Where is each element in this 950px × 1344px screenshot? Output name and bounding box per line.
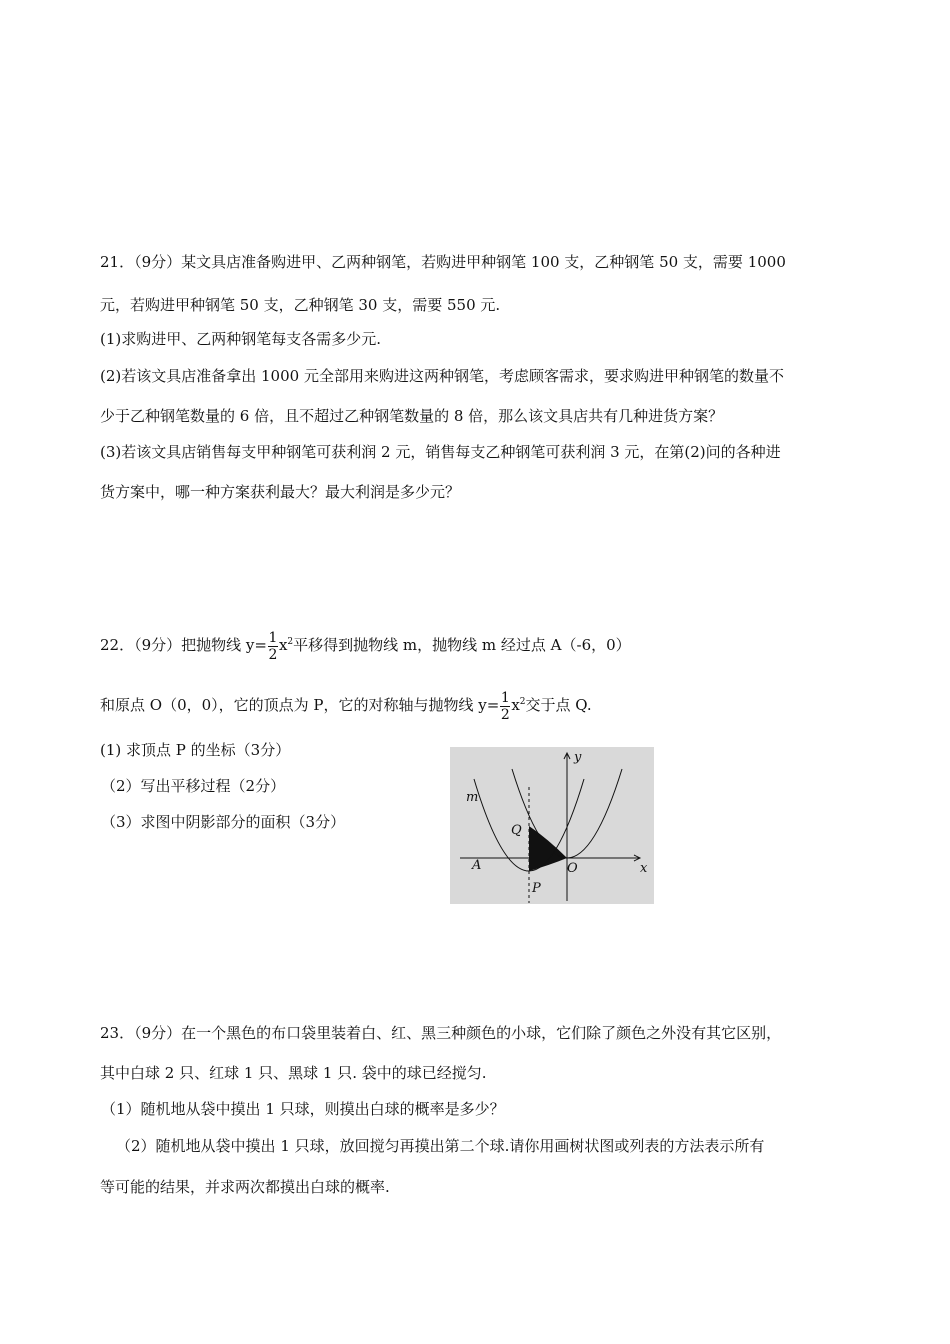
exponent: 2 (519, 697, 526, 707)
q22-line-1-var: x (278, 636, 288, 654)
q22-line-2 (100, 682, 592, 722)
label-y: y (574, 750, 582, 765)
label-m: m (466, 790, 479, 805)
label-a: A (472, 858, 482, 873)
label-q: Q (511, 823, 522, 838)
q23-part-1: （1）随机地从袋中摸出 1 只球，则摸出白球的概率是多少？ (101, 1100, 505, 1118)
q23-line-1: 23．（9分）在一个黑色的布口袋里装着白、红、黑三种颜色的小球，它们除了颜色之外没有其它区别， (100, 1024, 782, 1042)
q22-part-1: (1) 求顶点 P 的坐标（3分） (100, 741, 291, 759)
q21-part-1: (1)求购进甲、乙两种钢笔每支各需多少元. (100, 330, 382, 348)
parabola-graph (450, 747, 654, 904)
q23-part-2-line-2: 等可能的结果，并求两次都摸出白球的概率. (100, 1178, 390, 1196)
q22-line-2-text-a: 和原点 O（0，0），它的顶点为 P，它的对称轴与抛物线 y= (100, 696, 500, 714)
q23-part-2-line-1: （2）随机地从袋中摸出 1 只球，放回搅匀再摸出第二个球.请你用画树状图或列表的方法表示所有 (116, 1137, 765, 1155)
fraction-numerator: 1 (268, 629, 278, 646)
q22-line-2-text-c: 交于点 Q. (525, 696, 592, 714)
q21-part-3-line-2: 货方案中，哪一种方案获利最大？最大利润是多少元？ (100, 483, 461, 501)
label-p: P (532, 881, 541, 896)
q22-line-1-text-c: 平移得到抛物线 m，抛物线 m 经过点 A（-6，0） (293, 636, 631, 654)
q22-line-2-var: x (511, 696, 520, 714)
parabola-figure (450, 747, 654, 904)
q21-part-3-line-1: (3)若该文具店销售每支甲种钢笔可获利润 2 元，销售每支乙种钢笔可获利润 3 元，在第(2)问的各种进 (100, 443, 781, 461)
one-half-fraction (500, 690, 510, 723)
q22-line-1-text-a: 22．（9分）把抛物线 y= (100, 636, 267, 654)
shaded-region (529, 826, 567, 871)
label-x: x (640, 861, 648, 876)
exponent: 2 (287, 637, 294, 647)
fraction-denominator: 2 (268, 646, 278, 663)
one-half-fraction (268, 630, 278, 663)
q22-part-3: （3）求图中阴影部分的面积（3分） (101, 813, 346, 831)
q23-line-2: 其中白球 2 只、红球 1 只、黑球 1 只. 袋中的球已经搅匀. (100, 1064, 487, 1082)
q21-line-2: 元，若购进甲种钢笔 50 支，乙种钢笔 30 支，需要 550 元. (100, 296, 501, 314)
q21-line-1: 21．（9分）某文具店准备购进甲、乙两种钢笔，若购进甲种钢笔 100 支，乙种钢笔 50 支，需要 1000 (100, 253, 786, 271)
label-o: O (567, 861, 578, 876)
q22-line-1 (100, 622, 631, 662)
fraction-denominator: 2 (500, 706, 510, 723)
q22-part-2: （2）写出平移过程（2分） (101, 777, 286, 795)
q21-part-2-line-1: (2)若该文具店准备拿出 1000 元全部用来购进这两种钢笔，考虑顾客需求，要求购进甲种钢笔的数量不 (100, 367, 784, 385)
fraction-numerator: 1 (500, 689, 510, 706)
q21-part-2-line-2: 少于乙种钢笔数量的 6 倍，且不超过乙种钢笔数量的 8 倍，那么该文具店共有几种进货方案？ (100, 407, 724, 425)
